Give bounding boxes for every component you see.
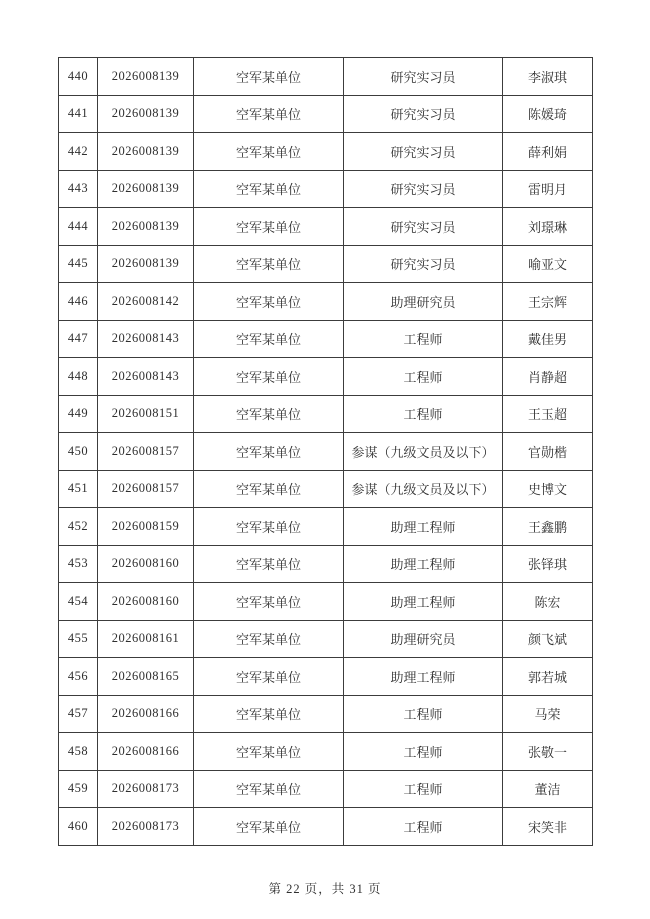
cell-unit: 空军某单位 [194,283,344,321]
cell-code: 2026008139 [98,245,194,283]
cell-seq: 446 [59,283,98,321]
cell-position: 工程师 [344,770,503,808]
cell-position: 研究实习员 [344,133,503,171]
cell-position: 助理研究员 [344,620,503,658]
cell-code: 2026008157 [98,470,194,508]
table-row [59,508,593,546]
cell-seq: 458 [59,733,98,771]
cell-code: 2026008166 [98,695,194,733]
cell-position: 助理工程师 [344,583,503,621]
cell-code: 2026008160 [98,583,194,621]
cell-name: 宋笑非 [503,808,593,846]
cell-position: 工程师 [344,320,503,358]
cell-unit: 空军某单位 [194,320,344,358]
cell-name: 王宗辉 [503,283,593,321]
cell-seq: 453 [59,545,98,583]
table-row [59,133,593,171]
cell-name: 陈宏 [503,583,593,621]
cell-code: 2026008160 [98,545,194,583]
cell-code: 2026008139 [98,95,194,133]
cell-position: 研究实习员 [344,95,503,133]
table-row [59,545,593,583]
cell-unit: 空军某单位 [194,133,344,171]
cell-code: 2026008143 [98,320,194,358]
table-row [59,470,593,508]
cell-name: 王玉超 [503,395,593,433]
cell-position: 研究实习员 [344,245,503,283]
cell-unit: 空军某单位 [194,545,344,583]
cell-code: 2026008151 [98,395,194,433]
cell-position: 工程师 [344,695,503,733]
cell-name: 戴佳男 [503,320,593,358]
cell-unit: 空军某单位 [194,395,344,433]
cell-name: 雷明月 [503,170,593,208]
cell-seq: 451 [59,470,98,508]
cell-unit: 空军某单位 [194,583,344,621]
cell-unit: 空军某单位 [194,208,344,246]
cell-seq: 444 [59,208,98,246]
cell-name: 张铎琪 [503,545,593,583]
cell-seq: 454 [59,583,98,621]
cell-code: 2026008143 [98,358,194,396]
table-row [59,395,593,433]
cell-unit: 空军某单位 [194,433,344,471]
cell-name: 喻亚文 [503,245,593,283]
table-row [59,320,593,358]
cell-unit: 空军某单位 [194,508,344,546]
page-footer: 第 22 页，共 31 页 [268,882,382,896]
cell-unit: 空军某单位 [194,770,344,808]
cell-position: 研究实习员 [344,170,503,208]
table-row [59,733,593,771]
cell-code: 2026008165 [98,658,194,696]
table-row [59,620,593,658]
cell-seq: 450 [59,433,98,471]
cell-seq: 457 [59,695,98,733]
cell-name: 官勋楷 [503,433,593,471]
cell-seq: 452 [59,508,98,546]
cell-name: 李淑琪 [503,58,593,96]
table-row [59,208,593,246]
cell-name: 史博文 [503,470,593,508]
cell-unit: 空军某单位 [194,808,344,846]
cell-name: 陈媛琦 [503,95,593,133]
table-body [59,58,593,846]
cell-position: 工程师 [344,808,503,846]
cell-name: 马荣 [503,695,593,733]
table-row [59,58,593,96]
cell-seq: 442 [59,133,98,171]
cell-position: 助理工程师 [344,508,503,546]
cell-unit: 空军某单位 [194,470,344,508]
cell-position: 参谋（九级文员及以下） [344,433,503,471]
cell-unit: 空军某单位 [194,658,344,696]
cell-unit: 空军某单位 [194,358,344,396]
cell-code: 2026008173 [98,770,194,808]
table-row [59,433,593,471]
cell-code: 2026008173 [98,808,194,846]
cell-position: 助理研究员 [344,283,503,321]
cell-seq: 448 [59,358,98,396]
cell-unit: 空军某单位 [194,245,344,283]
table-row [59,245,593,283]
table-row [59,170,593,208]
cell-position: 工程师 [344,358,503,396]
cell-seq: 456 [59,658,98,696]
cell-code: 2026008139 [98,208,194,246]
cell-position: 工程师 [344,395,503,433]
cell-code: 2026008157 [98,433,194,471]
table-row [59,95,593,133]
cell-position: 研究实习员 [344,208,503,246]
cell-name: 董洁 [503,770,593,808]
cell-unit: 空军某单位 [194,95,344,133]
cell-unit: 空军某单位 [194,695,344,733]
cell-name: 肖静超 [503,358,593,396]
cell-code: 2026008139 [98,58,194,96]
cell-seq: 440 [59,58,98,96]
table-row [59,283,593,321]
cell-name: 王鑫鹏 [503,508,593,546]
table-row [59,658,593,696]
cell-seq: 449 [59,395,98,433]
cell-code: 2026008142 [98,283,194,321]
cell-position: 助理工程师 [344,545,503,583]
cell-code: 2026008159 [98,508,194,546]
cell-position: 助理工程师 [344,658,503,696]
personnel-table [58,57,593,846]
table-row [59,770,593,808]
cell-code: 2026008166 [98,733,194,771]
cell-name: 薛利娟 [503,133,593,171]
cell-code: 2026008139 [98,170,194,208]
cell-seq: 460 [59,808,98,846]
cell-name: 郭若城 [503,658,593,696]
cell-name: 颜飞斌 [503,620,593,658]
cell-position: 研究实习员 [344,58,503,96]
table-row [59,583,593,621]
table-row [59,695,593,733]
cell-position: 工程师 [344,733,503,771]
cell-seq: 447 [59,320,98,358]
cell-seq: 459 [59,770,98,808]
cell-position: 参谋（九级文员及以下） [344,470,503,508]
cell-name: 刘璟琳 [503,208,593,246]
table-row [59,358,593,396]
cell-seq: 445 [59,245,98,283]
table-row [59,808,593,846]
cell-seq: 441 [59,95,98,133]
cell-name: 张敬一 [503,733,593,771]
cell-unit: 空军某单位 [194,170,344,208]
cell-seq: 455 [59,620,98,658]
cell-code: 2026008139 [98,133,194,171]
cell-seq: 443 [59,170,98,208]
cell-unit: 空军某单位 [194,733,344,771]
cell-unit: 空军某单位 [194,620,344,658]
cell-unit: 空军某单位 [194,58,344,96]
cell-code: 2026008161 [98,620,194,658]
